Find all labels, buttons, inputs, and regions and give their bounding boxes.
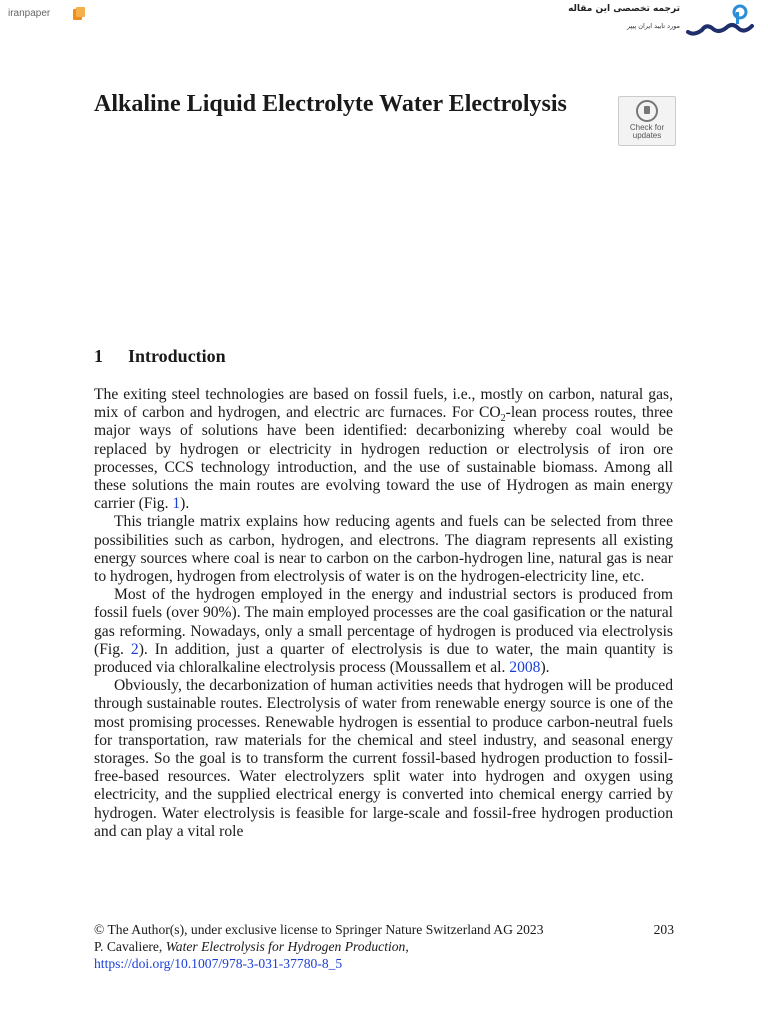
paragraph-3: Most of the hydrogen employed in the energy and industrial sectors is produced from fossil fuels (over 90%). The main employed processes are the coal gasification or the natural gas reforming. Nowadays, only a small percentage of hydrogen is produced via electrolysis (Fig. 2). In addition, just a quarter of electrolysis is due to water, the main quantity is produced via chloralkaline electrolysis process (Moussallem et al. 2008). <box>94 586 673 677</box>
page-number: 203 <box>653 922 674 937</box>
tarjomano-title: ترجمه تخصصی این مقاله <box>568 4 680 14</box>
body-text <box>94 386 673 841</box>
check-for-updates-label: Check for updates <box>629 123 665 140</box>
paper-title: Alkaline Liquid Electrolyte Water Electrolysis <box>94 91 567 117</box>
tarjomano-logo-icon <box>684 2 756 42</box>
paragraph-1: The exiting steel technologies are based on fossil fuels, i.e., mostly on carbon, natural gas, mix of carbon and hydrogen, and electric arc furnaces. For $CO_2$-lean process routes, three major ways of solutions have been identified: decarbonizing whereby coal would be replaced by hydrogen or electricity in hydrogen reduction or electrolysis of iron ore processes, CCS technology introduction, and the use of sustainable biomass. Among all these solutions the main routes are evolving toward the use of Hydrogen as main energy carrier (Fig. 1). <box>94 386 673 513</box>
figure-1-link[interactable]: 1 <box>172 495 181 513</box>
doi-link[interactable]: https://doi.org/10.1007/978-3-031-37780-8_5 <box>94 956 343 971</box>
tarjomano-header <box>568 2 756 42</box>
tarjomano-subtitle: مورد تایید ایران پیپر <box>626 22 680 30</box>
section-number: 1 <box>94 346 103 366</box>
copyright-line: © The Author(s), under exclusive license to Springer Nature Switzerland AG 2023 <box>94 922 544 937</box>
bookmark-icon <box>636 100 658 122</box>
iranpaper-mark-icon <box>72 7 86 21</box>
check-for-updates-badge[interactable] <box>618 96 676 146</box>
figure-2-link[interactable]: 2 <box>130 640 139 658</box>
paragraph-4: Obviously, the decarbonization of human activities needs that hydrogen will be produced through sustainable routes. Electrolysis of water from renewable energy source is one of the most promising processes. Renewable hydrogen is essential to produce carbon-neutral fuels for transportation, raw materials for the chemical and steel industry, and seasonal energy storages. So the goal is to transform the current fossil-based hydrogen production to fossil-free-based resources. Water electrolyzers split water into hydrogen and oxygen using electricity, and the supplied electrical energy is converted into chemical energy carried by hydrogen. Water electrolysis is feasible for large-scale and fossil-free hydrogen production and can play a vital role <box>94 677 673 840</box>
section-heading <box>94 346 226 367</box>
citation-2008-link[interactable]: 2008 <box>509 659 541 677</box>
paragraph-2: This triangle matrix explains how reducing agents and fuels can be selected from three possibilities such as carbon, hydrogen, and electrons. The diagram represents all existing energy sources where coal is near to carbon on the carbon-hydrogen line, natural gas is near to hydrogen, hydrogen from electrolysis of water is on the hydrogen-electricity line, etc. <box>94 513 673 586</box>
book-title: Water Electrolysis for Hydrogen Production <box>165 939 406 954</box>
citation-line: P. Cavaliere, Water Electrolysis for Hydrogen Production, <box>94 939 409 954</box>
footer <box>94 921 674 972</box>
section-title: Introduction <box>128 346 226 366</box>
iranpaper-brand: iranpaper <box>8 8 51 19</box>
iranpaper-logo <box>8 4 88 26</box>
